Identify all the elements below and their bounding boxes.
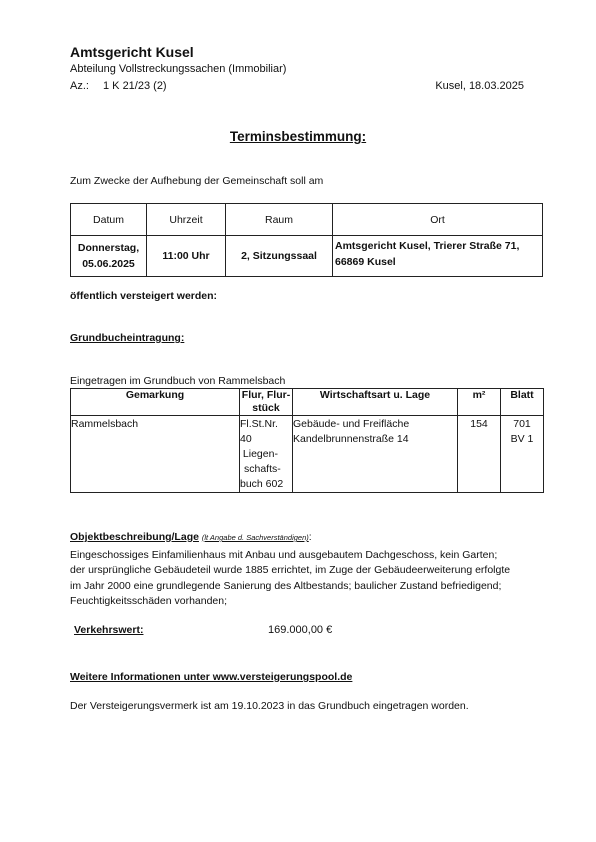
appointment-room: 2, Sitzungssaal [226,236,333,277]
court-name: Amtsgericht Kusel [70,44,194,60]
col-gemarkung: Gemarkung [71,389,240,416]
verkehrswert-label: Verkehrswert: [74,624,144,636]
col-uhrzeit: Uhrzeit [147,204,226,236]
cell-m2: 154 [458,416,501,493]
cell-flur [240,416,293,493]
document-title: Terminsbestimmung: [229,129,367,144]
place-date: Kusel, 18.03.2025 [435,80,524,92]
flur-line: schafts- [244,463,281,475]
col-blatt: Blatt [501,389,544,416]
grundbuch-header-row [71,389,544,416]
col-datum: Datum [71,204,147,236]
registry-note: Der Versteigerungsvermerk ist am 19.10.2023 in das Grundbuch eingetragen worden. [70,700,469,712]
appointment-time: 11:00 Uhr [147,236,226,277]
appointment-header-row [71,204,543,236]
objekt-description [70,548,510,609]
auction-statement: öffentlich versteigert werden: [70,290,218,302]
appointment-day: 05.06.2025 [82,258,135,270]
flur-line: buch 602 [240,478,284,490]
verkehrswert-value: 169.000,00 € [268,624,333,636]
grundbuch-heading: Grundbucheintragung: [70,332,185,344]
appointment-row [71,236,543,277]
department: Abteilung Vollstreckungssachen (Immobiliar) [70,63,287,75]
col-flur-line2: stück [252,402,280,414]
wirtschaftsart-line2: Kandelbrunnenstraße 14 [293,433,409,445]
blatt-line2: BV 1 [510,433,534,445]
objekt-line: Eingeschossiges Einfamilienhaus mit Anbau und ausgebautem Dachgeschoss, kein Garten; [70,549,498,561]
cell-wirtschaftsart [293,416,458,493]
file-number: 1 K 21/23 (2) [103,80,167,92]
grundbuch-intro: Eingetragen im Grundbuch von Rammelsbach [70,375,286,387]
wirtschaftsart-line1: Gebäude- und Freifläche [293,418,410,430]
col-flur [240,389,293,416]
objekt-colon: : [308,531,312,543]
grundbuch-row [71,416,544,493]
cell-gemarkung: Rammelsbach [71,416,240,493]
col-ort: Ort [333,204,543,236]
col-flur-line1: Flur, Flur- [241,389,291,401]
location-street: Amtsgericht Kusel, Trierer Straße 71, [335,240,520,252]
grundbuch-table [70,388,544,493]
flur-line: 40 [240,433,252,445]
cell-blatt [501,416,544,493]
location-city: 66869 Kusel [335,256,396,268]
col-raum: Raum [226,204,333,236]
objekt-line: Feuchtigkeitsschäden vorhanden; [70,594,228,607]
appointment-location [333,236,543,277]
objekt-heading [70,531,312,543]
appointment-table [70,203,543,277]
col-m2: m² [458,389,501,416]
flur-line: Liegen- [240,448,278,460]
more-info-link[interactable]: Weitere Informationen unter www.versteigerungspool.de [70,671,353,683]
objekt-line: der ursprüngliche Gebäudeteil wurde 1885 errichtet, im Zuge der Gebäudeerweiterung erfolgte [70,564,511,577]
blatt-line1: 701 [513,418,531,430]
flur-line: Fl.St.Nr. [240,418,278,430]
objekt-line: im Jahr 2000 eine grundlegende Sanierung des Altbestands; baulicher Zustand befriedigend; [70,579,502,592]
appointment-date [71,236,147,277]
objekt-note: (lt Angabe d. Sachverständigen) [201,533,309,542]
intro-text: Zum Zwecke der Aufhebung der Gemeinschaft soll am [70,175,324,187]
file-number-label: Az.: [70,80,89,92]
appointment-weekday: Donnerstag, [77,242,140,254]
col-wirtschaftsart: Wirtschaftsart u. Lage [293,389,458,416]
objekt-heading-text: Objektbeschreibung/Lage [70,531,199,543]
